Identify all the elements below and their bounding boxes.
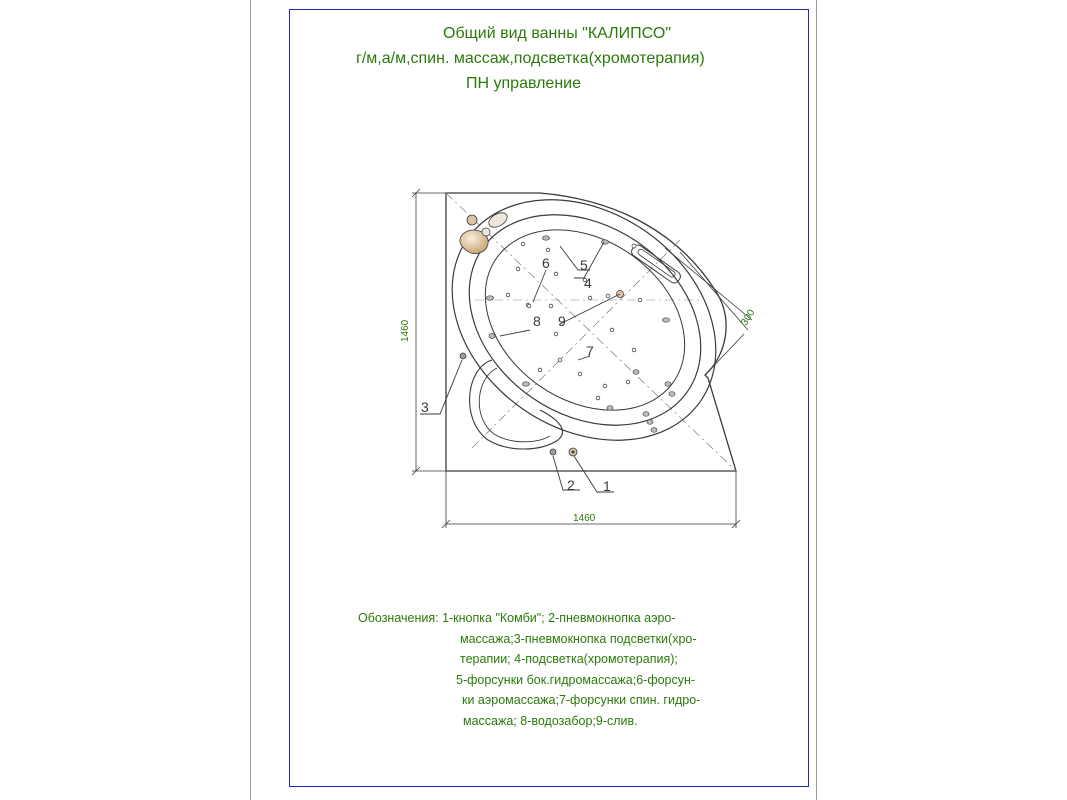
dimension-corner: 300 (739, 307, 758, 328)
drawing-subtitle-options: г/м,а/м,спин. массаж,подсветка(хромотерапия) (356, 50, 705, 67)
callout-9: 9 (558, 313, 566, 329)
legend-line-1: массажа;3-пневмокнопка подсветки(хро- (460, 632, 697, 646)
water-intake-icon (527, 304, 531, 308)
tub-rim (406, 150, 763, 490)
legend-line-4: ки аэромассажа;7-форсунки спин. гидро- (462, 693, 701, 707)
drawing-title: Общий вид ванны "КАЛИПСО" (443, 25, 671, 42)
callout-3: 3 (421, 399, 429, 415)
legend-line-3: 5-форсунки бок.гидромассажа;6-форсун- (456, 673, 696, 687)
aero-pneumo-button-icon (550, 449, 556, 455)
callout-7: 7 (586, 343, 594, 359)
legend-line-5: массажа; 8-водозабор;9-слив. (463, 714, 638, 728)
tub-bowl-outer (429, 171, 742, 468)
callout-4: 4 (584, 275, 592, 291)
callout-1: 1 (603, 478, 611, 494)
callout-6: 6 (542, 255, 550, 271)
drawing-subtitle-control: ПН управление (466, 75, 581, 92)
callout-2: 2 (567, 477, 575, 493)
light-pneumo-button-icon (460, 353, 466, 359)
dimension-height: 1460 (400, 319, 411, 342)
callout-8: 8 (533, 313, 541, 329)
dimension-width: 1460 (573, 513, 596, 524)
combi-button-icon (569, 448, 577, 456)
tub-bowl-inner (451, 193, 720, 448)
callout-5: 5 (580, 257, 588, 273)
legend-line-2: терапии; 4-подсветка(хромотерапия); (460, 652, 678, 666)
legend-line-0: Обозначения: 1-кнопка "Комби"; 2-пневмокнопка аэро- (358, 611, 676, 625)
